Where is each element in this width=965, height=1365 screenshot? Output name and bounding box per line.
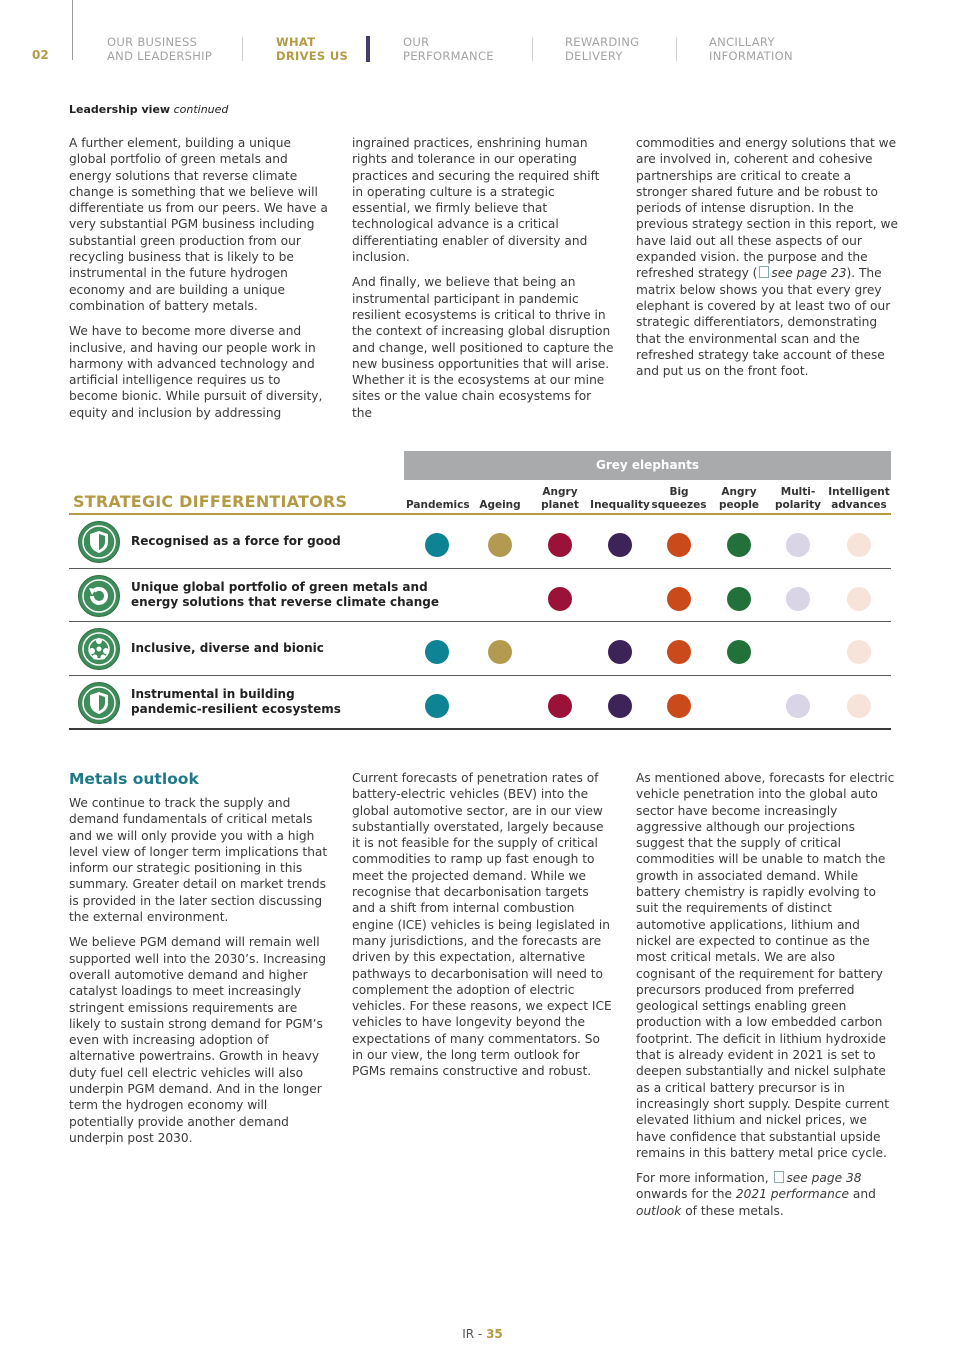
matrix-dot [847, 587, 871, 611]
column-header [767, 486, 829, 512]
column-header [648, 486, 710, 512]
paragraph: ingrained practices, enshrining human rights and tolerance in our operating practices and securing the required shift in operating culture is a strategic essential, we firmly believe that technological advance is a critical differentiating enabler of diversity and inclusion. [352, 136, 600, 265]
nav-what-drives-us[interactable] [276, 35, 348, 63]
matrix-dot [727, 587, 751, 611]
column-header-line: planet [541, 499, 579, 511]
matrix-dot [786, 694, 810, 718]
grey-elephants-header: Grey elephants [404, 451, 891, 480]
column-header-line: squeezes [651, 499, 707, 511]
matrix-dot [786, 533, 810, 557]
label-line: Instrumental in building [131, 687, 295, 701]
document-icon [774, 1171, 784, 1183]
nav-rewarding-delivery[interactable] [565, 35, 639, 63]
differentiator-label [131, 641, 324, 656]
label-line: energy solutions that reverse climate change [131, 595, 440, 609]
text: 2021 performance [735, 1187, 850, 1202]
matrix-dot [667, 587, 691, 611]
nav-our-performance[interactable] [403, 35, 494, 63]
column-header-line: Pandemics [406, 499, 470, 511]
paragraph: We have to become more diverse and inclusive, and having our people work in harmony with advanced technology and artificial intelligence requires us to become bionic. While pursuit of diversity, equity and inclusion by addressing [69, 324, 323, 420]
nav-label: INFORMATION [709, 49, 793, 63]
label-line: pandemic-resilient ecosystems [131, 702, 341, 716]
differentiator-label [131, 687, 341, 717]
matrix-dot [548, 694, 572, 718]
nav-label: WHAT [276, 35, 316, 49]
column-header [469, 486, 531, 512]
paragraph [636, 1170, 898, 1219]
label-line: Inclusive, diverse and bionic [131, 641, 324, 655]
column-header-line [589, 486, 651, 499]
paragraph: Current forecasts of penetration rates of battery-electric vehicles (BEV) into the global automotive sector, are in our view substantially overstated, largely because it is not feasible for the supply of critical commodities to ramp up fast enough to meet the projected demand. While we recognise that decarbonisation targets and a shift from internal combustion engine (ICE) vehicles is being legislated in many jurisdictions, and the forecasts are driven by this expectation, alternative pathways to decarbonisation will need to complement the adoption of electric vehicles. For these reasons, we expect ICE vehicles to have longevity beyond the expectations of many commentators. So in our view, the long term outlook for PGMs remains constructive and robust. [352, 771, 612, 1079]
page-reference-link[interactable]: see page 38 [786, 1171, 862, 1186]
column-header [406, 486, 468, 512]
metals-outlook-heading: Metals outlook [69, 770, 199, 788]
matrix-dot [425, 694, 449, 718]
column-header-line: advances [831, 499, 887, 511]
people-network-icon [78, 628, 120, 670]
matrix-bottom-rule [69, 728, 891, 730]
text: onwards for the [636, 1187, 736, 1202]
paragraph: And finally, we believe that being an instrumental participant in pandemic resilient ecosystems is critical to thrive in the context of increasing global disruption and change, well positioned to capture the new business opportunities that will arise. Whether it is the ecosystems at our mine sites or the value chain ecosystems for the [352, 275, 614, 420]
column-header [828, 486, 890, 512]
column-header-line: Big [669, 486, 689, 498]
text: ). The matrix below shows you that every grey elephant is covered by at least two of our strategic differentiators, demonstrating that the environmental scan and the refreshed strategy take account of these and put us on the front foot. [636, 266, 891, 379]
nav-label: REWARDING [565, 35, 640, 49]
matrix-dot [548, 533, 572, 557]
matrix-dot [727, 533, 751, 557]
nav-label: DELIVERY [565, 49, 623, 63]
matrix-dot [548, 587, 572, 611]
matrix-dot [667, 533, 691, 557]
text: and [849, 1187, 876, 1202]
nav-ancillary-information[interactable] [709, 35, 793, 63]
matrix-dot [727, 640, 751, 664]
section-number: 02 [32, 48, 49, 62]
text: outlook [636, 1203, 682, 1218]
differentiator-label [131, 580, 439, 610]
strategic-differentiators-title: STRATEGIC DIFFERENTIATORS [73, 492, 348, 511]
metals-column-3 [636, 770, 898, 1228]
column-header-line: Intelligent [828, 486, 890, 498]
nav-separator [676, 37, 677, 61]
matrix-dot [608, 533, 632, 557]
matrix-dot [847, 694, 871, 718]
nav-separator [242, 37, 243, 61]
column-header-line: Inequality [590, 499, 650, 511]
column-header-line [469, 486, 531, 499]
matrix-dot [847, 640, 871, 664]
column-header-line: Multi- [780, 486, 816, 498]
nav-label: OUR BUSINESS [107, 35, 198, 49]
shield-icon [78, 521, 120, 563]
row-divider [69, 568, 891, 569]
matrix-dot [488, 640, 512, 664]
footer-prefix: IR - [462, 1327, 487, 1341]
matrix-dot [847, 533, 871, 557]
column-header-line: Ageing [479, 499, 521, 511]
page-reference-link[interactable]: see page 23 [771, 266, 847, 281]
matrix-dot [425, 640, 449, 664]
column-header [708, 486, 770, 512]
intro-column-1 [69, 135, 331, 430]
column-header-line [406, 486, 468, 499]
shield-icon [78, 682, 120, 724]
paragraph: A further element, building a unique global portfolio of green metals and energy solutions that reverse climate change is something that we believe will differentiate us from our peers. We have a very substantial PGM business including substantial green production from our recycling business that is likely to be instrumental in the future hydrogen economy and are building a unique combination of battery metals. [69, 136, 328, 313]
column-header-line: people [718, 499, 760, 511]
row-divider [69, 621, 891, 622]
matrix-dot [425, 533, 449, 557]
text: commodities and energy solutions that we are involved in, coherent and cohesive partnerships are critical to create a stronger shared future and be robust to periods of intense disruption. In the previous strategy section in this report, we have laid out all these aspects of our expanded vision. the purpose and the refreshed strategy ( [636, 136, 898, 281]
running-head [69, 103, 228, 116]
page-number: 35 [486, 1327, 503, 1341]
column-header-line: polarity [774, 499, 822, 511]
page-footer [0, 1327, 965, 1341]
column-header [589, 486, 651, 512]
column-header-line: Angry [721, 486, 757, 498]
text: of these metals. [681, 1203, 784, 1218]
header-divider [72, 0, 73, 60]
nav-separator [532, 37, 533, 61]
label-line: Unique global portfolio of green metals and [131, 580, 428, 594]
column-header-line: Angry [542, 486, 578, 498]
matrix-dot [488, 533, 512, 557]
nav-label: ANCILLARY [709, 35, 775, 49]
matrix-dot [608, 640, 632, 664]
metals-column-1 [69, 795, 331, 1155]
matrix-dot [608, 694, 632, 718]
running-head-bold: Leadership view [69, 103, 171, 116]
matrix-dot [786, 587, 810, 611]
intro-column-2 [352, 135, 614, 430]
matrix-dot [667, 640, 691, 664]
paragraph: We continue to track the supply and demand fundamentals of critical metals and we will only provide you with a high level view of longer term implications that inform our strategic positioning in this summary. Greater detail on market trends is provided in the later section discussing the external environment. [69, 796, 328, 925]
metals-column-2 [352, 770, 614, 1089]
differentiator-label [131, 534, 341, 549]
intro-column-3 [636, 135, 900, 388]
paragraph: As mentioned above, forecasts for electric vehicle penetration into the global auto sector have become increasingly aggressive although our projections suggest that the supply of critical commodities will be unable to match the growth in associated demand. While battery chemistry is rapidly evolving to suit the requirements of distinct automotive applications, lithium and nickel are expected to continue as the most critical metals. We are also cognisant of the requirement for battery precursors produced from preferred geological settings enabling green production with a low embedded carbon footprint. The deficit in lithium hydroxide that is already evident in 2021 is set to deepen substantially and nickel sulphate as a critical battery precursor is in increasingly short supply. Despite current elevated lithium and nickel prices, we have confidence that substantial upside remains in this battery metal price cycle. [636, 771, 895, 1160]
paragraph: We believe PGM demand will remain well supported well into the 2030’s. Increasing overall automotive demand and higher catalyst loadings to meet increasingly stringent emissions requirements are likely to sustain strong demand for PGM’s even with increasing adoption of alternative powertrains. Growth in heavy duty fuel cell electric vehicles will also underpin PGM demand. And in the longer term the hydrogen economy will potentially provide another demand underpin post 2030. [69, 935, 327, 1145]
nav-label: PERFORMANCE [403, 49, 494, 63]
running-head-italic: continued [173, 103, 229, 116]
nav-label: OUR [403, 35, 430, 49]
nav-our-business[interactable] [107, 35, 212, 63]
document-icon [759, 266, 769, 278]
label-line: Recognised as a force for good [131, 534, 341, 548]
nav-active-indicator [366, 36, 370, 62]
nav-label: DRIVES US [276, 49, 349, 63]
column-header [529, 486, 591, 512]
recycle-icon [78, 575, 120, 617]
nav-label: AND LEADERSHIP [107, 49, 213, 63]
matrix-header-rule [69, 513, 891, 515]
paragraph [636, 135, 900, 379]
row-divider [69, 675, 891, 676]
text: For more information, [636, 1171, 773, 1186]
matrix-dot [667, 694, 691, 718]
